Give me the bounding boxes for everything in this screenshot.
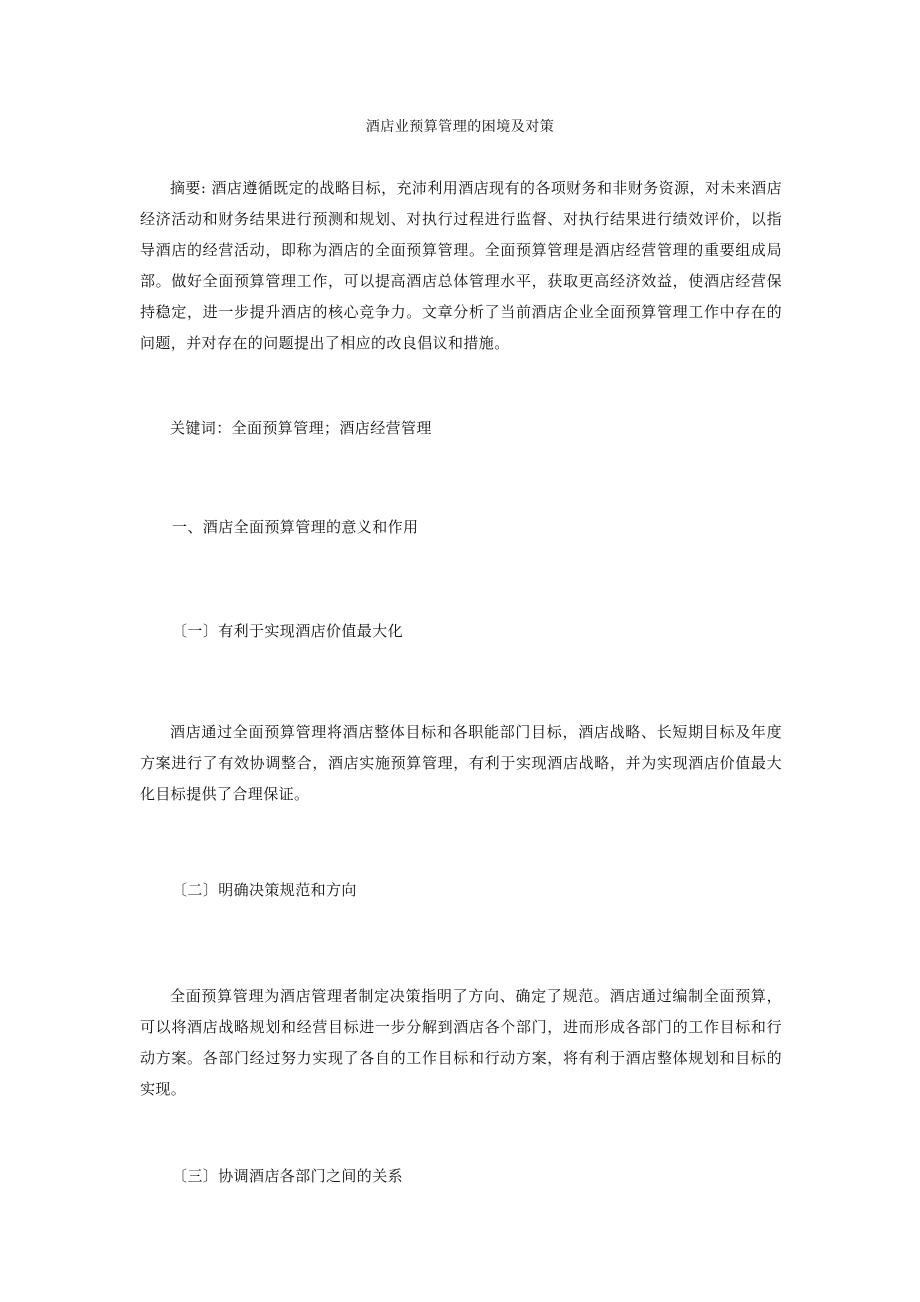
abstract-paragraph: 摘要: 酒店遵循既定的战略目标，充沛利用酒店现有的各项财务和非财务资源，对未来酒店经济活动和财务结果进行预测和规划、对执行过程进行监督、对执行结果进行绩效评价，以指导酒店的经营活动，即称为酒店的全面预算管理。全面预算管理是酒店经营管理的重要组成局部。做好全面预算管理工作，可以提高酒店总体管理水平，获取更高经济效益，使酒店经营保持稳定，进一步提升酒店的核心竞争力。文章分析了当前酒店企业全面预算管理工作中存在的问题，并对存在的问题提出了相应的改良倡议和措施。 bbox=[140, 179, 782, 352]
subsection-2-paragraph: 全面预算管理为酒店管理者制定决策指明了方向、确定了规范。酒店通过编制全面预算，可以将酒店战略规划和经营目标进一步分解到酒店各个部门，进而形成各部门的工作目标和行动方案。各部门经过努力实现了各自的工作目标和行动方案，将有利于酒店整体规划和目标的实现。 bbox=[140, 987, 782, 1098]
subsection-1-paragraph: 酒店通过全面预算管理将酒店整体目标和各职能部门目标，酒店战略、长短期目标及年度方案进行了有效协调整合，酒店实施预算管理，有利于实现酒店战略，并为实现酒店价值最大化目标提供了合理保证。 bbox=[140, 723, 782, 803]
subsection-heading-2: 〔二〕明确决策规范和方向 bbox=[172, 881, 357, 899]
section-heading-1: 一、酒店全面预算管理的意义和作用 bbox=[172, 518, 419, 536]
keywords-line: 关键词：全面预算管理；酒店经营管理 bbox=[170, 419, 432, 437]
document-title: 酒店业预算管理的困境及对策 bbox=[365, 119, 555, 135]
subsection-heading-1: 〔一〕有利于实现酒店价值最大化 bbox=[172, 622, 404, 640]
subsection-heading-3: 〔三〕协调酒店各部门之间的关系 bbox=[172, 1167, 404, 1185]
